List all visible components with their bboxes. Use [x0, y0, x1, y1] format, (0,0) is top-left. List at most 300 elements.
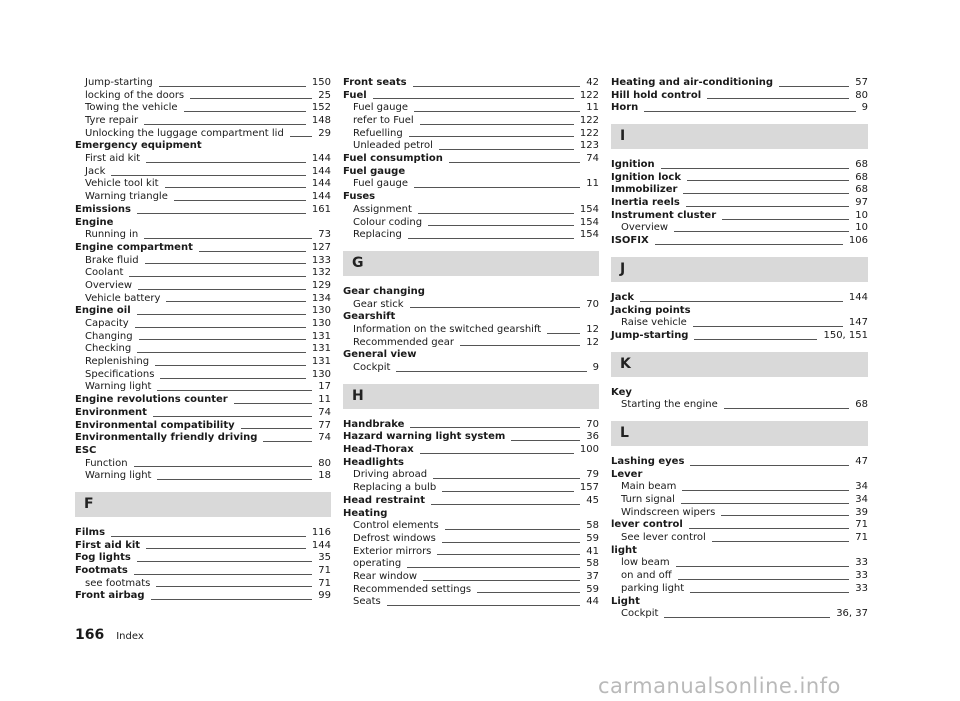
entry-term: Environmentally friendly driving: [75, 432, 258, 444]
index-subentry: [343, 299, 599, 312]
entry-term: Cockpit: [353, 362, 391, 374]
index-heading: Fuses: [343, 191, 376, 203]
entry-term: Front seats: [343, 76, 407, 88]
dot-leader: [111, 175, 306, 176]
dot-leader: [442, 491, 574, 492]
index-entry: [75, 420, 331, 433]
entry-page-number: 131: [311, 330, 331, 342]
dot-leader: [409, 136, 574, 137]
entry-term: Windscreen wipers: [621, 506, 716, 518]
dot-leader: [190, 98, 312, 99]
entry-page-number: 42: [586, 76, 599, 88]
index-subentry: [611, 223, 868, 236]
entry-term: Lashing eyes: [611, 455, 685, 467]
dot-leader: [779, 86, 849, 87]
entry-page-number: 80: [318, 457, 331, 469]
index-entry: [75, 305, 331, 318]
index-subentry: [343, 520, 599, 533]
dot-leader: [644, 111, 855, 112]
dot-leader: [155, 365, 306, 366]
entry-term: Fuel gauge: [353, 178, 408, 190]
dot-leader: [137, 561, 312, 562]
entry-page-number: 152: [311, 102, 331, 114]
entry-page-number: 35: [318, 552, 331, 564]
index-entry: [75, 590, 331, 603]
entry-page-number: 68: [855, 399, 868, 411]
dot-leader: [139, 339, 306, 340]
index-heading: Heating: [343, 507, 388, 519]
index-subentry: [343, 596, 599, 609]
entry-term: Handbrake: [343, 418, 405, 430]
dot-leader: [129, 276, 306, 277]
entry-term: Fuel gauge: [353, 102, 408, 114]
index-entry: [343, 77, 599, 90]
entry-term: Colour coding: [353, 216, 423, 228]
entry-page-number: 74: [586, 153, 599, 165]
entry-term: Raise vehicle: [621, 317, 687, 329]
entry-term: Vehicle battery: [85, 292, 161, 304]
entry-term: Engine revolutions counter: [75, 394, 228, 406]
index-subentry: [75, 102, 331, 115]
entry-page-number: 129: [311, 279, 331, 291]
entry-page-number: 161: [311, 203, 331, 215]
dot-leader: [137, 314, 306, 315]
letter-heading: I: [611, 124, 868, 149]
entry-term: Head-Thorax: [343, 444, 414, 456]
index-heading: Jacking points: [611, 304, 691, 316]
index-subentry: [611, 532, 868, 545]
entry-term: Instrument cluster: [611, 209, 717, 221]
entry-page-number: 97: [855, 197, 868, 209]
entry-page-number: 123: [579, 140, 599, 152]
index-subentry: [343, 128, 599, 141]
entry-term: Footmats: [75, 565, 128, 577]
index-heading: Light: [611, 595, 640, 607]
entry-page-number: 130: [311, 368, 331, 380]
entry-term: Replenishing: [85, 356, 150, 368]
dot-leader: [721, 515, 849, 516]
letter-heading: H: [343, 384, 599, 409]
entry-page-number: 33: [855, 557, 868, 569]
dot-leader: [174, 200, 306, 201]
dot-leader: [681, 503, 849, 504]
entry-term: Information on the switched gearshift: [353, 323, 542, 335]
entry-term: Hill hold control: [611, 89, 702, 101]
dot-leader: [146, 548, 306, 549]
entry-page-number: 68: [855, 184, 868, 196]
entry-term: Environmental compatibility: [75, 419, 235, 431]
entry-page-number: 122: [579, 89, 599, 101]
index-subentry: [75, 318, 331, 331]
index-entry: [343, 153, 599, 166]
index-subentry: [75, 229, 331, 242]
entry-term: Unleaded petrol: [353, 140, 433, 152]
index-entry: [75, 540, 331, 553]
entry-term: Jack: [611, 291, 635, 303]
entry-page-number: 34: [855, 494, 868, 506]
dot-leader: [410, 427, 580, 428]
dot-leader: [241, 428, 313, 429]
entry-term: Gear stick: [353, 298, 404, 310]
index-subentry: [343, 470, 599, 483]
entry-page-number: 122: [579, 127, 599, 139]
dot-leader: [655, 244, 843, 245]
entry-page-number: 157: [579, 482, 599, 494]
entry-term: Films: [75, 526, 106, 538]
index-entry: [343, 419, 599, 432]
entry-page-number: 71: [855, 532, 868, 544]
dot-leader: [437, 554, 580, 555]
entry-page-number: 33: [855, 582, 868, 594]
entry-term: Fog lights: [75, 552, 131, 564]
index-entry: [611, 90, 868, 103]
dot-leader: [428, 225, 574, 226]
entry-page-number: 17: [318, 381, 331, 393]
entry-page-number: 144: [311, 178, 331, 190]
entry-term: Warning light: [85, 470, 152, 482]
dot-leader: [396, 371, 586, 372]
entry-term: Defrost windows: [353, 532, 436, 544]
dot-leader: [664, 617, 830, 618]
index-subentry: [611, 583, 868, 596]
index-subentry: [343, 140, 599, 153]
index-subentry: [75, 356, 331, 369]
index-subentry: [75, 458, 331, 471]
dot-leader: [159, 86, 306, 87]
index-subentry: [343, 179, 599, 192]
entry-term: First aid kit: [75, 539, 141, 551]
dot-leader: [690, 465, 849, 466]
entry-term: Coolant: [85, 267, 124, 279]
dot-leader: [146, 162, 306, 163]
entry-term: Fuel: [343, 89, 367, 101]
entry-page-number: 47: [855, 455, 868, 467]
dot-leader: [263, 441, 312, 442]
dot-leader: [693, 326, 843, 327]
entry-term: Brake fluid: [85, 254, 139, 266]
index-subentry: [343, 324, 599, 337]
entry-term: Refuelling: [353, 127, 403, 139]
index-entry: [611, 456, 868, 469]
dot-leader: [414, 111, 580, 112]
dot-leader: [157, 390, 312, 391]
dot-leader: [547, 333, 580, 334]
entry-page-number: 79: [586, 469, 599, 481]
entry-page-number: 11: [586, 178, 599, 190]
entry-term: Running in: [85, 229, 139, 241]
index-column-1: [75, 77, 331, 603]
dot-leader: [156, 586, 312, 587]
index-subentry: [75, 255, 331, 268]
index-entry: [611, 159, 868, 172]
dot-leader: [151, 599, 313, 600]
letter-heading: L: [611, 421, 868, 446]
entry-page-number: 80: [855, 89, 868, 101]
entry-page-number: 68: [855, 159, 868, 171]
entry-page-number: 29: [318, 127, 331, 139]
entry-page-number: 130: [311, 318, 331, 330]
entry-term: Engine compartment: [75, 241, 193, 253]
entry-page-number: 154: [579, 216, 599, 228]
dot-leader: [145, 263, 306, 264]
dot-leader: [439, 149, 574, 150]
entry-term: Unlocking the luggage compartment lid: [85, 127, 284, 139]
dot-leader: [674, 231, 849, 232]
index-column-2: [343, 77, 599, 609]
entry-term: Ignition lock: [611, 171, 681, 183]
index-entry: [611, 292, 868, 305]
dot-leader: [290, 136, 312, 137]
dot-leader: [407, 567, 580, 568]
entry-page-number: 39: [855, 506, 868, 518]
index-subentry: [75, 115, 331, 128]
index-entry: [343, 444, 599, 457]
entry-term: Horn: [611, 102, 639, 114]
dot-leader: [199, 251, 306, 252]
index-subentry: [343, 229, 599, 242]
index-subentry: [75, 166, 331, 179]
dot-leader: [111, 536, 306, 537]
entry-page-number: 130: [311, 305, 331, 317]
dot-leader: [408, 238, 574, 239]
dot-leader: [449, 162, 580, 163]
page-number: 166: [75, 627, 105, 643]
dot-leader: [442, 542, 580, 543]
index-heading: light: [611, 544, 637, 556]
dot-leader: [445, 529, 580, 530]
index-subentry: [343, 217, 599, 230]
index-entry: [611, 184, 868, 197]
index-entry: [611, 102, 868, 115]
index-subentry: [75, 382, 331, 395]
dot-leader: [137, 213, 306, 214]
entry-term: Inertia reels: [611, 197, 680, 209]
index-subentry: [611, 558, 868, 571]
index-entry: [75, 527, 331, 540]
entry-term: Jump-starting: [85, 76, 153, 88]
dot-leader: [157, 479, 312, 480]
entry-term: Jump-starting: [611, 329, 689, 341]
entry-term: ISOFIX: [611, 235, 649, 247]
dot-leader: [661, 168, 850, 169]
dot-leader: [707, 98, 849, 99]
letter-heading: K: [611, 352, 868, 377]
entry-page-number: 41: [586, 545, 599, 557]
entry-page-number: 74: [318, 432, 331, 444]
entry-page-number: 144: [311, 539, 331, 551]
entry-term: Overview: [621, 222, 669, 234]
index-subentry: [75, 128, 331, 141]
entry-page-number: 44: [586, 596, 599, 608]
dot-leader: [676, 566, 850, 567]
index-subentry: [343, 558, 599, 571]
entry-term: Engine oil: [75, 305, 131, 317]
index-subentry: [343, 546, 599, 559]
entry-term: Specifications: [85, 368, 155, 380]
entry-term: Exterior mirrors: [353, 545, 432, 557]
entry-page-number: 133: [311, 254, 331, 266]
index-entry: [611, 210, 868, 223]
entry-term: Turn signal: [621, 494, 675, 506]
index-subentry: [75, 331, 331, 344]
entry-page-number: 68: [855, 171, 868, 183]
index-heading: Key: [611, 386, 632, 398]
index-entry: [611, 197, 868, 210]
entry-term: Jack: [85, 165, 106, 177]
entry-term: Recommended gear: [353, 336, 455, 348]
entry-page-number: 99: [318, 590, 331, 602]
dot-leader: [722, 219, 849, 220]
dot-leader: [477, 592, 580, 593]
dot-leader: [373, 98, 574, 99]
entry-page-number: 144: [311, 153, 331, 165]
entry-term: First aid kit: [85, 153, 141, 165]
dot-leader: [144, 238, 312, 239]
entry-term: parking light: [621, 582, 685, 594]
entry-term: Recommended settings: [353, 583, 472, 595]
entry-page-number: 70: [586, 418, 599, 430]
entry-term: Vehicle tool kit: [85, 178, 159, 190]
entry-term: Control elements: [353, 520, 439, 532]
entry-page-number: 71: [855, 519, 868, 531]
entry-page-number: 57: [855, 76, 868, 88]
index-subentry: [75, 179, 331, 192]
entry-page-number: 134: [311, 292, 331, 304]
entry-page-number: 37: [586, 570, 599, 582]
entry-page-number: 154: [579, 229, 599, 241]
dot-leader: [687, 180, 849, 181]
entry-page-number: 74: [318, 406, 331, 418]
dot-leader: [460, 345, 580, 346]
index-heading: Gear changing: [343, 285, 425, 297]
entry-page-number: 33: [855, 570, 868, 582]
entry-page-number: 70: [586, 298, 599, 310]
entry-term: operating: [353, 558, 402, 570]
index-subentry: [611, 608, 868, 621]
dot-leader: [640, 301, 843, 302]
entry-term: Fuel consumption: [343, 153, 443, 165]
entry-term: Towing the vehicle: [85, 102, 178, 114]
entry-page-number: 132: [311, 267, 331, 279]
entry-term: Heating and air-conditioning: [611, 76, 774, 88]
entry-page-number: 73: [318, 229, 331, 241]
index-subentry: [343, 362, 599, 375]
entry-page-number: 12: [586, 323, 599, 335]
entry-term: low beam: [621, 557, 670, 569]
entry-page-number: 144: [311, 191, 331, 203]
entry-page-number: 18: [318, 470, 331, 482]
entry-page-number: 10: [855, 209, 868, 221]
entry-term: Replacing: [353, 229, 402, 241]
index-subentry: [75, 578, 331, 591]
entry-page-number: 116: [311, 526, 331, 538]
dot-leader: [165, 187, 306, 188]
entry-term: Main beam: [621, 481, 677, 493]
watermark: carmanualsonline.info: [598, 674, 841, 698]
index-subentry: [611, 399, 868, 412]
index-subentry: [343, 204, 599, 217]
entry-page-number: 71: [318, 565, 331, 577]
entry-term: on and off: [621, 570, 672, 582]
section-name: Index: [116, 631, 144, 642]
dot-leader: [420, 124, 574, 125]
entry-page-number: 144: [848, 291, 868, 303]
entry-term: Replacing a bulb: [353, 482, 437, 494]
entry-page-number: 122: [579, 115, 599, 127]
entry-term: Head restraint: [343, 494, 425, 506]
letter-heading: F: [75, 492, 331, 517]
dot-leader: [184, 111, 306, 112]
entry-term: Hazard warning light system: [343, 431, 506, 443]
dot-leader: [683, 193, 849, 194]
letter-heading: J: [611, 257, 868, 282]
index-subentry: [75, 343, 331, 356]
entry-term: Front airbag: [75, 590, 145, 602]
entry-page-number: 36: [586, 431, 599, 443]
index-heading: ESC: [75, 444, 97, 456]
entry-page-number: 11: [318, 394, 331, 406]
entry-term: See lever control: [621, 532, 706, 544]
entry-page-number: 131: [311, 343, 331, 355]
index-entry: [75, 394, 331, 407]
entry-term: Rear window: [353, 570, 418, 582]
index-subentry: [343, 337, 599, 350]
entry-page-number: 25: [318, 89, 331, 101]
dot-leader: [712, 541, 849, 542]
index-subentry: [75, 293, 331, 306]
dot-leader: [153, 416, 312, 417]
entry-page-number: 58: [586, 558, 599, 570]
index-subentry: [611, 570, 868, 583]
entry-term: locking of the doors: [85, 89, 185, 101]
index-subentry: [611, 507, 868, 520]
dot-leader: [410, 307, 581, 308]
entry-term: Overview: [85, 279, 133, 291]
entry-page-number: 71: [318, 577, 331, 589]
page-footer: [75, 627, 144, 643]
index-subentry: [75, 77, 331, 90]
entry-page-number: 154: [579, 203, 599, 215]
entry-term: Warning light: [85, 381, 152, 393]
entry-page-number: 150: [311, 76, 331, 88]
dot-leader: [686, 206, 849, 207]
entry-page-number: 9: [861, 102, 868, 114]
entry-page-number: 59: [586, 583, 599, 595]
dot-leader: [418, 213, 574, 214]
index-heading: Lever: [611, 468, 643, 480]
index-subentry: [611, 317, 868, 330]
index-entry: [611, 519, 868, 532]
index-subentry: [611, 481, 868, 494]
dot-leader: [134, 466, 313, 467]
dot-leader: [144, 124, 306, 125]
entry-term: Capacity: [85, 318, 129, 330]
entry-page-number: 58: [586, 520, 599, 532]
entry-page-number: 45: [586, 494, 599, 506]
dot-leader: [387, 605, 581, 606]
entry-page-number: 10: [855, 222, 868, 234]
dot-leader: [423, 580, 580, 581]
index-subentry: [343, 571, 599, 584]
dot-leader: [414, 187, 580, 188]
entry-page-number: 106: [848, 235, 868, 247]
index-entry: [343, 90, 599, 103]
index-heading: Gearshift: [343, 311, 396, 323]
index-subentry: [75, 191, 331, 204]
dot-leader: [234, 403, 313, 404]
index-entry: [75, 204, 331, 217]
index-heading: Fuel gauge: [343, 165, 406, 177]
